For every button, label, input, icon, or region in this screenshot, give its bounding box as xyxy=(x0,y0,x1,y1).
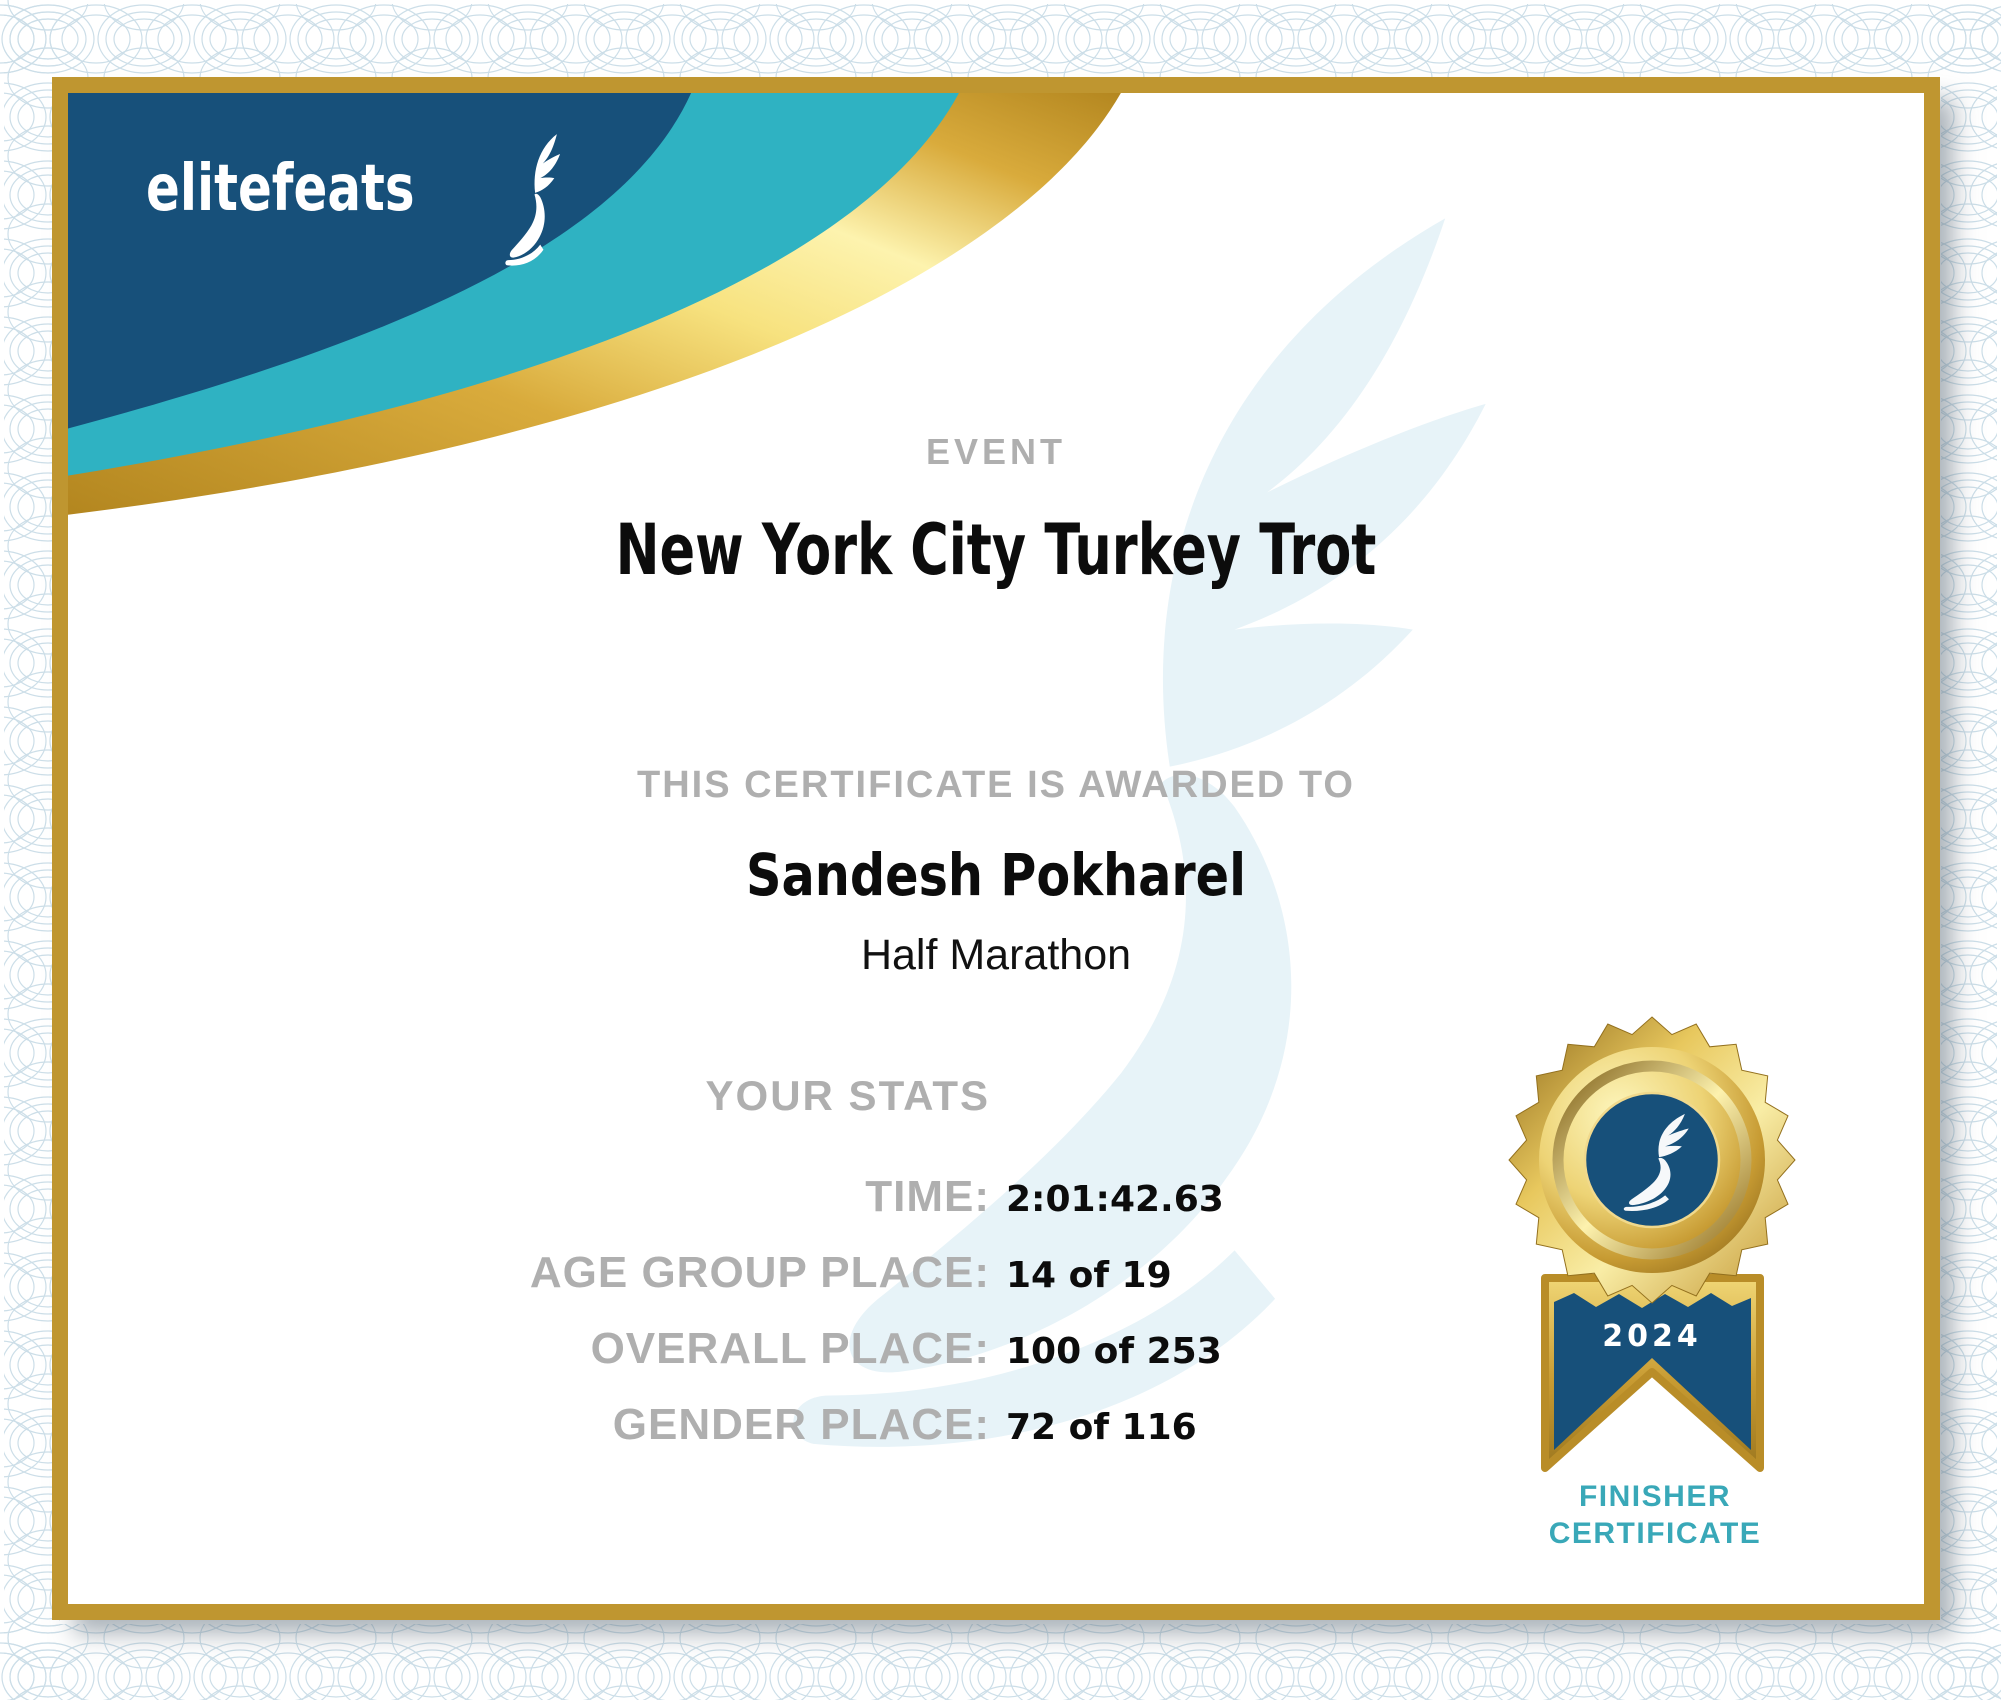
brand-logo-text: elitefeats xyxy=(146,152,415,226)
stat-value: 14 of 19 xyxy=(1006,1255,1172,1296)
finisher-medal xyxy=(1502,1010,1802,1485)
ribbon-year: 2024 xyxy=(1602,1319,1702,1354)
awarded-to-label: THIS CERTIFICATE IS AWARDED TO xyxy=(637,764,1355,806)
ribbon xyxy=(1545,1278,1760,1468)
brand-logo xyxy=(146,151,490,227)
stat-label: TIME: xyxy=(865,1172,990,1221)
rosette xyxy=(1509,1017,1795,1303)
stat-label: OVERALL PLACE: xyxy=(590,1324,990,1373)
stat-value: 72 of 116 xyxy=(1006,1407,1197,1448)
event-name: New York City Turkey Trot xyxy=(615,509,1377,591)
winged-foot-icon xyxy=(498,129,562,267)
stat-value: 100 of 253 xyxy=(1006,1331,1222,1372)
recipient-name: Sandesh Pokharel xyxy=(745,841,1247,909)
stat-label: GENDER PLACE: xyxy=(612,1400,990,1449)
race-distance: Half Marathon xyxy=(860,931,1132,979)
event-label: EVENT xyxy=(925,431,1067,472)
stat-label: AGE GROUP PLACE: xyxy=(529,1248,990,1297)
finisher-caption xyxy=(1495,1478,1815,1552)
certificate-body xyxy=(68,93,1924,1604)
stats-heading: YOUR STATS xyxy=(705,1072,990,1119)
stat-value: 2:01:42.63 xyxy=(1006,1179,1224,1220)
certificate-line: CERTIFICATE xyxy=(1548,1517,1762,1550)
finisher-line: FINISHER xyxy=(1578,1480,1731,1513)
